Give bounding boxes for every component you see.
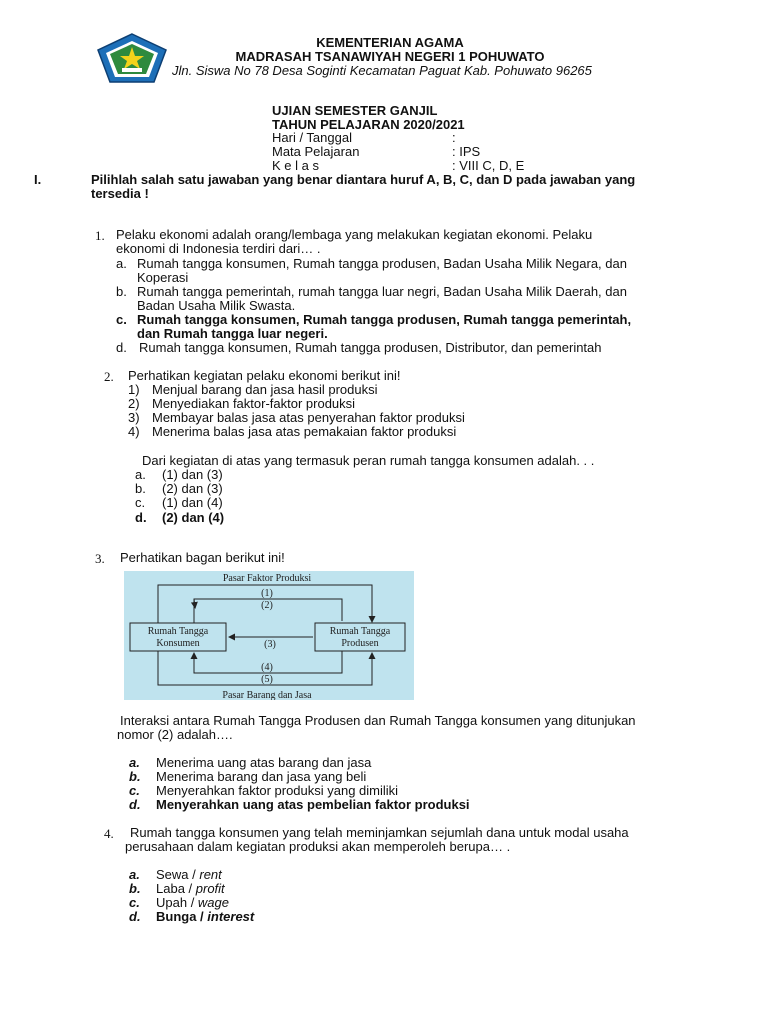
field-value-class: : VIII C, D, E	[452, 158, 525, 173]
q4-text-1: Rumah tangga konsumen yang telah meminjamkan sejumlah dana untuk modal usaha	[130, 825, 629, 840]
flow-2-label: (2)	[261, 600, 273, 611]
q2-item-2-num: 2)	[128, 396, 140, 411]
q1-option-c-letter: c.	[116, 312, 127, 327]
q2-option-a: (1) dan (3)	[162, 467, 223, 482]
q2-item-4-num: 4)	[128, 424, 140, 439]
q3-question-2: nomor (2) adalah….	[117, 727, 233, 742]
instruction-line-2: tersedia !	[91, 186, 149, 201]
q3-option-d-letter: d.	[129, 797, 141, 812]
q4-text-2: perusahaan dalam kegiatan produksi akan memperoleh berupa… .	[125, 839, 511, 854]
q4-option-d-letter: d.	[129, 909, 141, 924]
q3-option-b-letter: b.	[129, 769, 141, 784]
q1-option-c-2: dan Rumah tangga luar negeri.	[137, 326, 328, 341]
ministry-name: KEMENTERIAN AGAMA	[316, 35, 464, 50]
q1-number: 1.	[95, 228, 105, 243]
q2-option-c: (1) dan (4)	[162, 495, 223, 510]
q3-number: 3.	[95, 551, 105, 566]
q4-option-c: Upah / wage	[156, 895, 229, 910]
q2-item-3-num: 3)	[128, 410, 140, 425]
q2-question: Dari kegiatan di atas yang termasuk peran rumah tangga konsumen adalah. . .	[142, 453, 595, 468]
field-label-subject: Mata Pelajaran	[272, 144, 360, 159]
q2-option-b: (2) dan (3)	[162, 481, 223, 496]
q2-option-a-letter: a.	[135, 467, 146, 482]
q1-text-2: ekonomi di Indonesia terdiri dari… .	[116, 241, 321, 256]
school-logo	[96, 32, 168, 84]
q2-item-2: Menyediakan faktor-faktor produksi	[152, 396, 356, 411]
q3-option-d: Menyerahkan uang atas pembelian faktor produksi	[156, 797, 470, 812]
q3-option-a-letter: a.	[129, 755, 140, 770]
q2-item-1-num: 1)	[128, 382, 140, 397]
school-address: Jln. Siswa No 78 Desa Soginti Kecamatan Paguat Kab. Pohuwato 96265	[172, 63, 592, 78]
q1-option-b-letter: b.	[116, 284, 127, 299]
flow-1-label: (1)	[261, 588, 273, 599]
household-consumer-label-2: Konsumen	[156, 638, 200, 649]
q3-question-1: Interaksi antara Rumah Tangga Produsen dan Rumah Tangga konsumen yang ditunjukan	[120, 713, 636, 728]
q2-number: 2.	[104, 369, 114, 384]
q2-text: Perhatikan kegiatan pelaku ekonomi berikut ini!	[128, 368, 401, 383]
household-consumer-label-1: Rumah Tangga	[147, 626, 209, 637]
flow-3-label: (3)	[264, 639, 276, 650]
q3-option-c-letter: c.	[129, 783, 140, 798]
q2-item-4: Menerima balas jasa atas pemakaian faktor produksi	[152, 424, 457, 439]
section-number: I.	[34, 172, 42, 187]
field-value-date: :	[452, 130, 456, 145]
q1-option-d-letter: d.	[116, 340, 127, 355]
q1-option-b-2: Badan Usaha Milik Swasta.	[137, 298, 296, 313]
q3-option-c: Menyerahkan faktor produksi yang dimiliki	[156, 783, 399, 798]
q4-option-d: Bunga / interest	[156, 909, 255, 924]
q3-text: Perhatikan bagan berikut ini!	[120, 550, 285, 565]
q2-option-b-letter: b.	[135, 481, 146, 496]
household-producer-label-2: Produsen	[341, 638, 379, 649]
instruction-line-1: Pilihlah salah satu jawaban yang benar diantara huruf A, B, C, dan D pada jawaban yang	[91, 172, 636, 187]
q4-option-b: Laba / profit	[156, 881, 225, 896]
q2-option-d: (2) dan (4)	[162, 510, 225, 525]
diagram-top-label: Pasar Faktor Produksi	[222, 573, 312, 584]
q1-text-1: Pelaku ekonomi adalah orang/lembaga yang melakukan kegiatan ekonomi. Pelaku	[116, 227, 593, 242]
field-label-date: Hari / Tanggal	[272, 130, 352, 145]
flow-5-label: (5)	[261, 674, 273, 685]
q2-item-1: Menjual barang dan jasa hasil produksi	[152, 382, 378, 397]
q1-option-a-2: Koperasi	[137, 270, 189, 285]
school-name: MADRASAH TSANAWIYAH NEGERI 1 POHUWATO	[235, 49, 545, 64]
q2-option-c-letter: c.	[135, 495, 146, 510]
q1-option-a-1: Rumah tangga konsumen, Rumah tangga produsen, Badan Usaha Milik Negara, dan	[137, 256, 627, 271]
diagram-bottom-label: Pasar Barang dan Jasa	[222, 690, 312, 700]
field-value-subject: : IPS	[452, 144, 481, 159]
flow-4-label: (4)	[261, 662, 273, 673]
q4-number: 4.	[104, 826, 114, 841]
q3-option-b: Menerima barang dan jasa yang beli	[156, 769, 367, 784]
q1-option-c-1: Rumah tangga konsumen, Rumah tangga produsen, Rumah tangga pemerintah,	[137, 312, 632, 327]
q1-option-a-letter: a.	[116, 256, 127, 271]
q4-option-b-letter: b.	[129, 881, 141, 896]
circular-flow-diagram	[124, 571, 414, 700]
q2-option-d-letter: d.	[135, 510, 147, 525]
household-producer-label-1: Rumah Tangga	[329, 626, 391, 637]
exam-year: TAHUN PELAJARAN 2020/2021	[272, 117, 465, 132]
q2-item-3: Membayar balas jasa atas penyerahan faktor produksi	[152, 410, 465, 425]
q3-option-a: Menerima uang atas barang dan jasa	[156, 755, 372, 770]
q1-option-d: Rumah tangga konsumen, Rumah tangga produsen, Distributor, dan pemerintah	[139, 340, 602, 355]
q4-option-a: Sewa / rent	[156, 867, 222, 882]
q4-option-a-letter: a.	[129, 867, 140, 882]
q1-option-b-1: Rumah tangga pemerintah, rumah tangga luar negri, Badan Usaha Milik Daerah, dan	[137, 284, 627, 299]
exam-title: UJIAN SEMESTER GANJIL	[272, 103, 438, 118]
q4-option-c-letter: c.	[129, 895, 140, 910]
field-label-class: K e l a s	[272, 158, 319, 173]
